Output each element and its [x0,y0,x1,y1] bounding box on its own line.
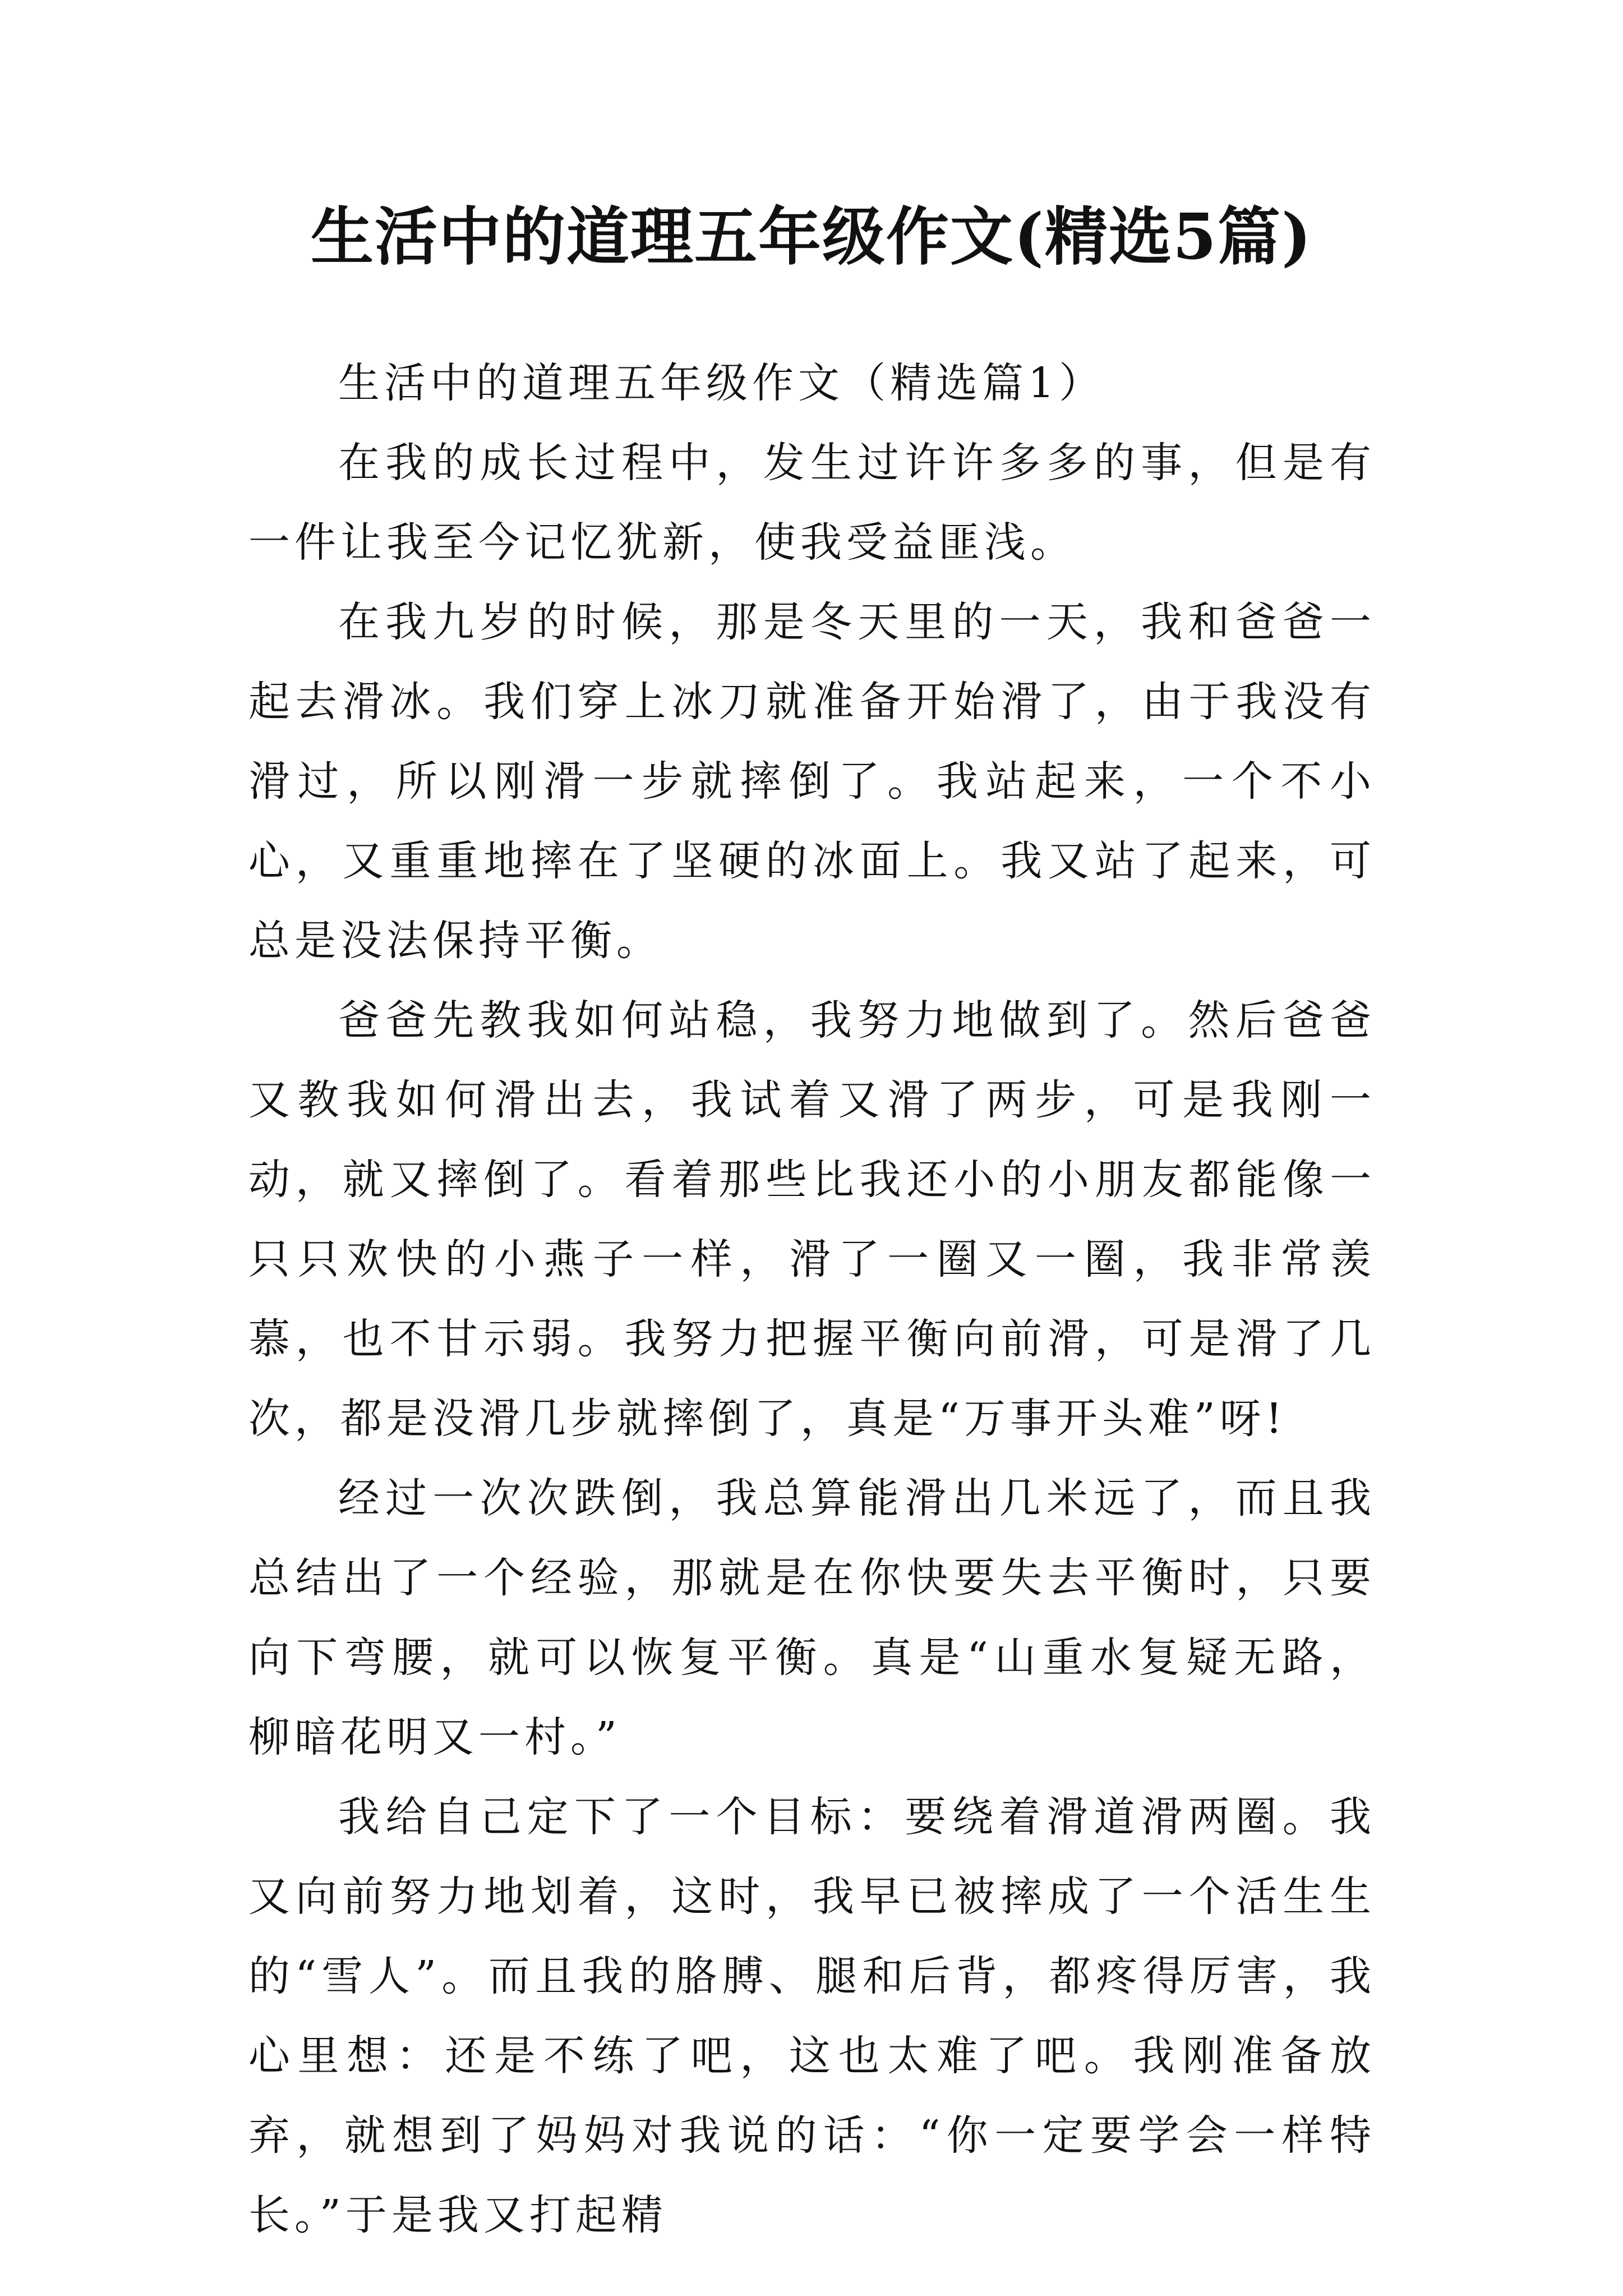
paragraph: 在我的成长过程中，发生过许许多多的事，但是有一件让我至今记忆犹新，使我受益匪浅。 [248,439,1376,567]
paragraph: 爸爸先教我如何站稳，我努力地做到了。然后爸爸又教我如何滑出去，我试着又滑了两步，可是我刚一动，就又摔倒了。看着那些比我还小的小朋友都能像一只只欢快的小燕子一样，滑了一圈又一圈，我非常羡慕，也不甘示弱。我努力把握平衡向前滑，可是滑了几次，都是没滑几步就摔倒了，真是“万事开头难”呀! [248,996,1376,1443]
document-body [248,343,1376,2255]
paragraph: 我给自己定下了一个目标：要绕着滑道滑两圈。我又向前努力地划着，这时，我早已被摔成了一个活生生的“雪人”。而且我的胳膊、腿和后背，都疼得厉害，我心里想：还是不练了吧，这也太难了吧。我刚准备放弃，就想到了妈妈对我说的话：“你一定要学会一样特长。”于是我又打起精 [248,1793,1376,2239]
section-heading: 生活中的道理五年级作文（精选篇1） [338,359,1105,407]
document-title: 生活中的道理五年级作文(精选5篇) [311,200,1312,274]
paragraph: 在我九岁的时候，那是冬天里的一天，我和爸爸一起去滑冰。我们穿上冰刀就准备开始滑了，由于我没有滑过，所以刚滑一步就摔倒了。我站起来，一个不小心，又重重地摔在了坚硬的冰面上。我又站了起来，可总是没法保持平衡。 [248,598,1376,965]
paragraph: 经过一次次跌倒，我总算能滑出几米远了，而且我总结出了一个经验，那就是在你快要失去平衡时，只要向下弯腰，就可以恢复平衡。真是“山重水复疑无路，柳暗花明又一村。” [248,1474,1376,1761]
